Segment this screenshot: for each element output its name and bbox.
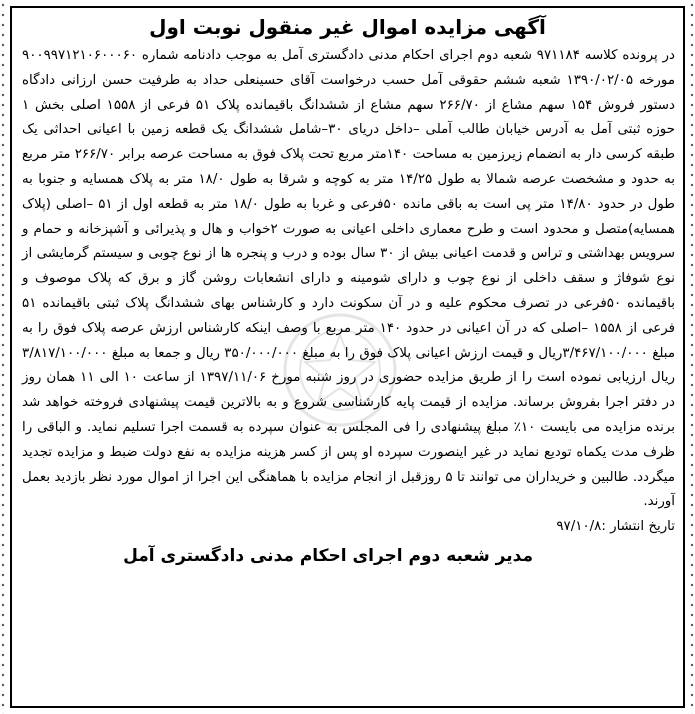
- right-dotted-border: [689, 0, 695, 714]
- notice-title: آگهی مزایده اموال غیر منقول نوبت اول: [149, 15, 546, 39]
- signature-line: مدیر شعبه دوم اجرای احکام مدنی دادگستری آمل: [123, 546, 533, 567]
- notice-body: در پرونده کلاسه ۹۷۱۱۸۴ شعبه دوم اجرای احکام مدنی دادگستری آمل به موجب دادنامه شماره ۹۰۰۹۹۷۱۲۱۰۶۰۰۰۶۰ مورخه ۱۳۹۰/۰۲/۰۵ شعبه ششم حقوقی آمل حسب درخواست آقای حسینعلی حداد به طرفیت حسن ارزانی دادگاه دستور فروش ۱۵۴ سهم مشاع از ۲۶۶/۷۰ سهم مشاع از ششدانگ باقیمانده پلاک ۵۱ فرعی از ۱۵۵۸ اصلی بخش ۱ حوزه ثبتی آمل به آدرس خیابان طالب آملی –داخل دریای ۳۰–شامل ششدانگ یک قطعه زمین با اعیانی احداثی یک طبقه کرسی دار به انضمام زیرزمین به مساحت ۱۴۰متر مربع تحت پلاک فوق به مساحت عرصه برابر ۲۶۶/۷۰ متر مربع به حدود و مشخصت عرصه شمالا به طول ۱۴/۲۵ متر به کوچه و شرقا به طول ۱۸/۰ متر به پلاک همسایه و جنوبا به طول در حدود ۱۴/۸۰ متر پی است به باقی مانده ۵۰فرعی و غربا به طول ۱۸/۰ متر به قطعه اول از ۵۱ –اصلی (پلاک همسایه)متصل و محدود است و طرح معماری داخلی اعیانی به صورت ۲خواب و هال و پذیرائی و آشپزخانه و حمام و سرویس بهداشتی و تراس و قدمت اعیانی بیش از ۳۰ سال بوده و درب و پنجره ها از نوع چوبی و سیستم گرمایشی از نوع شوفاژ و سقف داخلی از نوع چوب و دارای شومینه و دارای انشعابات روشن گاز و برق که پلاک موصوف و باقیمانده ۵۰فرعی در تصرف محکوم علیه و در آن سکونت دارد و کارشناس بهای ششدانگ پلاک ثبتی باقیمانده ۵۱ فرعی از ۱۵۵۸ –اصلی که در آن اعیانی در حدود ۱۴۰ متر مربع با وصف اینکه کارشناس ارزش عرصه پلاک فوق را به مبلغ ۳/۴۶۷/۱۰۰/۰۰۰ریال و قیمت ارزش اعیانی پلاک فوق را به مبلغ ۳۵۰/۰۰۰/۰۰۰ ریال و جمعا به مبلغ ۳/۸۱۷/۱۰۰/۰۰۰ ریال ارزیابی نموده است را از طریق مزایده حضوری در روز شنبه مورخ ۱۳۹۷/۱۱/۰۶ از ساعت ۱۰ الی ۱۱ همان روز در دفتر اجرا بفروش برساند. مزایده از قیمت پایه کارشناسی شروع و به بالاترین قیمت پیشنهادی فروخته خواهد شد برنده مزایده می بایست ۱۰٪ مبلغ پیشنهادی را فی المجلس به عنوان سپرده به قسمت اجرا تسلیم نماید. و الباقی را ظرف مدت یکماه تودیع نماید در غیر اینصورت سپرده او پس از کسر هزینه مزایده به نفع دولت ضبط و مزایده تجدید میگردد. طالبین و خریداران می توانند تا ۵ روزقبل از انجام مزایده با هماهنگی این اجرا از اموال مورد نظر بازدید بعمل آورند.: [22, 48, 676, 510]
- publish-date: تاریخ انتشار :۹۷/۱۰/۸: [556, 519, 675, 535]
- left-dotted-border: [0, 0, 6, 714]
- notice-frame: [10, 6, 685, 708]
